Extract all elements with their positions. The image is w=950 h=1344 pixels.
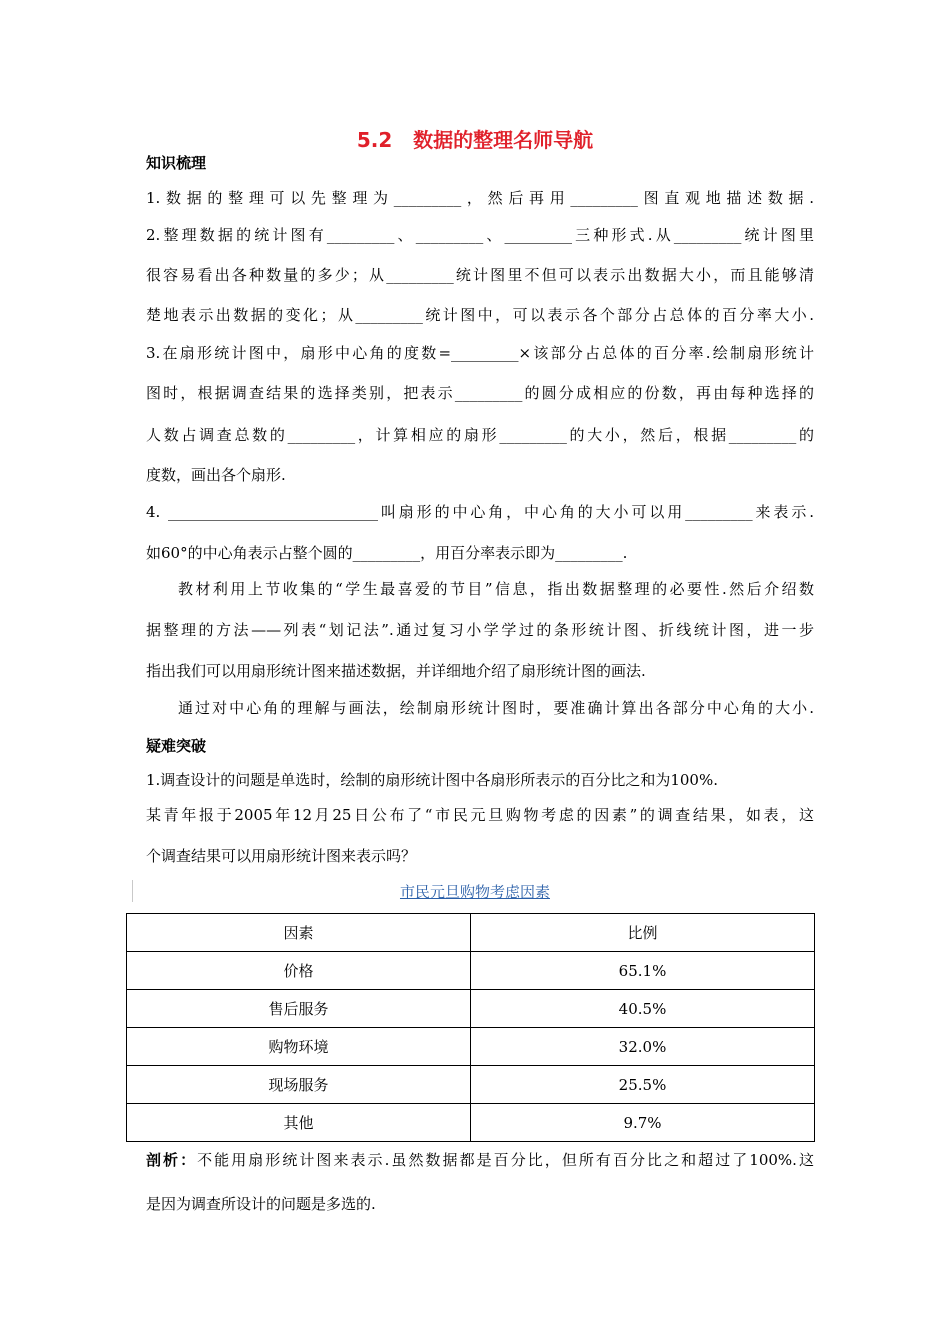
- table-cell: 价格: [127, 952, 471, 990]
- table-row: [127, 1066, 815, 1104]
- analysis-line: 是因为调查所设计的问题是多选的.: [146, 1195, 376, 1213]
- table-header-cell: 比例: [471, 914, 815, 952]
- table-cell: 65.1%: [471, 952, 815, 990]
- text-line: 1.数据的整理可以先整理为_________，然后再用_________图直观地描述数据.: [146, 189, 814, 207]
- paragraph-line: 通过对中心角的理解与画法，绘制扇形统计图时，要准确计算出各部分中心角的大小.: [178, 699, 814, 717]
- text-line: 3.在扇形统计图中，扇形中心角的度数=_________×该部分占总体的百分率.绘制扇形统计: [146, 344, 814, 362]
- text-line: 2.整理数据的统计图有_________、_________、_________三种形式.从_________统计图里: [146, 226, 814, 244]
- text-line: 楚地表示出数据的变化；从_________统计图中，可以表示各个部分占总体的百分率大小.: [146, 306, 814, 324]
- data-table: [126, 913, 815, 1142]
- text-line: 如60°的中心角表示占整个圆的_________，用百分率表示即为_________.: [146, 544, 628, 562]
- text-line: 很容易看出各种数量的多少；从_________统计图里不但可以表示出数据大小，而且能够清: [146, 266, 814, 284]
- paragraph-line: 据整理的方法——列表“划记法”.通过复习小学学过的条形统计图、折线统计图，进一步: [146, 621, 814, 639]
- table-cell: 32.0%: [471, 1028, 815, 1066]
- table-cell: 其他: [127, 1104, 471, 1142]
- analysis-line: [146, 1149, 814, 1171]
- text-line: 4. ____________________________叫扇形的中心角，中心角的大小可以用_________来表示.: [146, 503, 814, 521]
- section-heading-difficulties: 疑难突破: [146, 737, 207, 755]
- table-cell: 现场服务: [127, 1066, 471, 1104]
- text-line: 人数占调查总数的_________，计算相应的扇形_________的大小，然后，根据_________的: [146, 426, 814, 444]
- text-line: 个调查结果可以用扇形统计图来表示吗？: [146, 847, 417, 865]
- page-title: 5.2 数据的整理名师导航: [356, 128, 594, 152]
- analysis-label: 剖析：: [146, 1151, 198, 1169]
- paragraph-line: 指出我们可以用扇形统计图来描述数据，并详细地介绍了扇形统计图的画法.: [146, 662, 646, 680]
- text-line: 图时，根据调查结果的选择类别，把表示_________的圆分成相应的份数，再由每种选择的: [146, 384, 814, 402]
- table-cell: 40.5%: [471, 990, 815, 1028]
- table-header-row: [127, 914, 815, 952]
- table-header-cell: 因素: [127, 914, 471, 952]
- text-line: 度数，画出各个扇形.: [146, 466, 286, 484]
- table-cell: 购物环境: [127, 1028, 471, 1066]
- table-row: [127, 1104, 815, 1142]
- table-cell: 售后服务: [127, 990, 471, 1028]
- table-row: [127, 990, 815, 1028]
- table-row: [127, 1028, 815, 1066]
- paragraph-line: 教材利用上节收集的“学生最喜爱的节目”信息，指出数据整理的必要性.然后介绍数: [178, 580, 814, 598]
- analysis-text: 不能用扇形统计图来表示.虽然数据都是百分比，但所有百分比之和超过了100%.这: [197, 1151, 814, 1169]
- text-line: 1.调查设计的问题是单选时，绘制的扇形统计图中各扇形所表示的百分比之和为100%.: [146, 771, 718, 789]
- text-line: 某青年报于2005年12月25日公布了“市民元旦购物考虑的因素”的调查结果，如表，这: [146, 806, 814, 824]
- section-heading-knowledge: 知识梳理: [146, 154, 207, 172]
- table-cell: 9.7%: [471, 1104, 815, 1142]
- table-row: [127, 952, 815, 990]
- table-caption: 市民元旦购物考虑因素: [399, 883, 550, 901]
- table-cell: 25.5%: [471, 1066, 815, 1104]
